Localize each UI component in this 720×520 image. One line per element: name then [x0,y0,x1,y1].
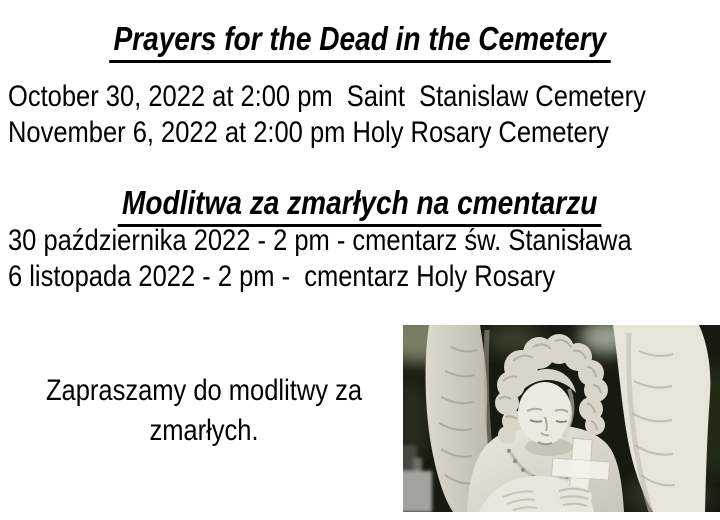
polish-schedule [8,223,720,295]
invitation-text [0,371,408,451]
english-title: Prayers for the Dead in the Cemetery [109,20,610,63]
polish-schedule-line-1: 30 października 2022 - 2 pm - cmentarz św. Stanisława [8,224,632,257]
praying-angel-statue-photo [403,325,720,512]
hand-holding-cross [556,486,592,508]
polish-title: Modlitwa za zmarłych na cmentarzu [118,184,602,227]
english-title-row [0,20,720,63]
polish-title-row [0,184,720,227]
polish-schedule-line-2: 6 listopada 2022 - 2 pm - cmentarz Holy Rosary [8,260,556,293]
english-schedule-line-2: November 6, 2022 at 2:00 pm Holy Rosary Cemetery [8,116,609,149]
angel-statue-illustration [403,325,720,512]
invitation-label: Zapraszamy do modlitwy za zmarłych. [45,374,363,447]
english-schedule [8,79,720,151]
english-schedule-line-1: October 30, 2022 at 2:00 pm Saint Stanislaw Cemetery [8,80,646,113]
